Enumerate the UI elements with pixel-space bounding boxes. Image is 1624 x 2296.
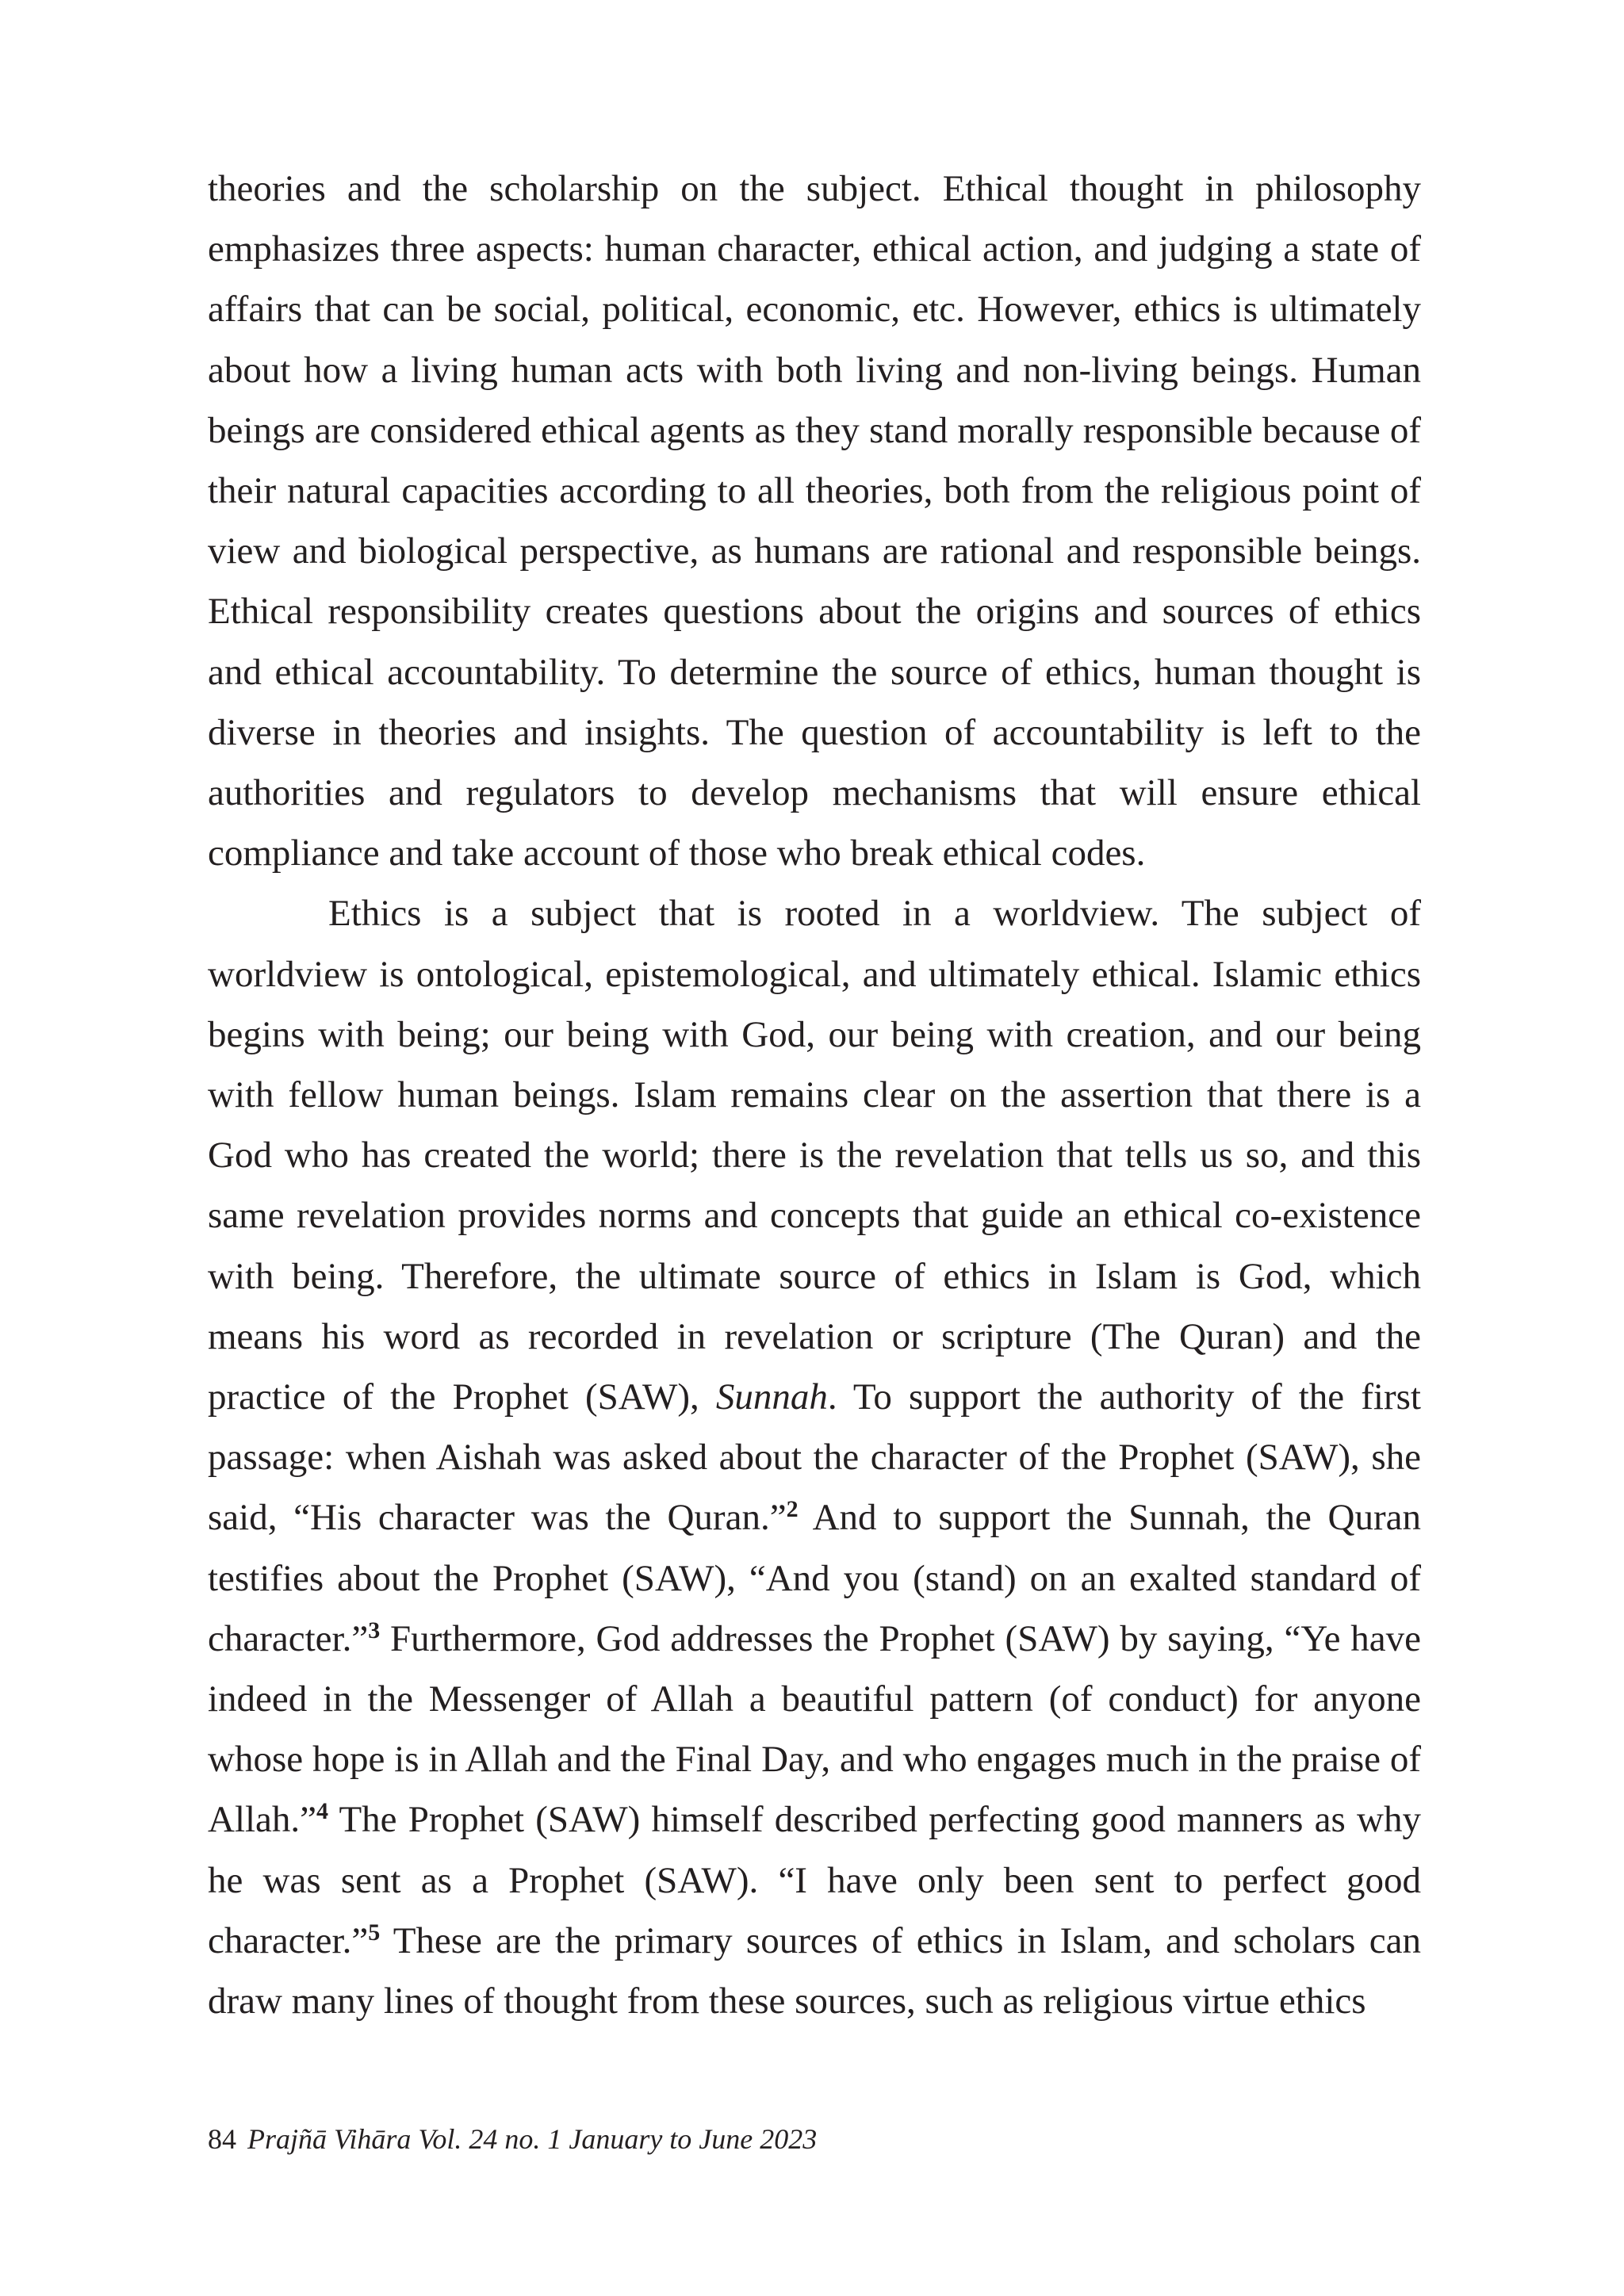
paragraph-2-part-4: Furthermore, God addresses the Prophet (SAW) by saying, “Ye have indeed in the Messenger of Allah a beautiful pattern (of conduct) for anyone whose hope is in Allah and the Final Day, and who engages much in the praise of Allah.” [208,1617,1421,1841]
footnote-ref-2: 2 [786,1496,799,1523]
paragraph-2-part-1: Ethics is a subject that is rooted in a worldview. The subject of worldview is ontological, epistemological, and ultimately ethical. Islamic ethics begins with being; our being with God, our being with creation, and our being with fellow human beings. Islam remains clear on the assertion that there is a God who has created the world; there is the revelation that tells us so, and this same revelation provides norms and concepts that guide an ethical co-existence with being. Therefore, the ultimate source of ethics in Islam is God, which means his word as recorded in revelation or scripture (The Quran) and the practice of the Prophet (SAW), [208,893,1421,1418]
page-number: 84 [208,2123,236,2155]
paragraph-1: theories and the scholarship on the subject. Ethical thought in philosophy emphasizes three aspects: human character, ethical action, and judging a state of affairs that can be social, political, economic, etc. However, ethics is ultimately about how a living human acts with both living and non-living beings. Human beings are considered ethical agents as they stand morally responsible because of their natural capacities according to all theories, both from the religious point of view and biological perspective, as humans are rational and responsible beings. Ethical responsibility creates questions about the origins and sources of ethics and ethical accountability. To determine the source of ethics, human thought is diverse in theories and insights. The question of accountability is left to the authorities and regulators to develop mechanisms that will ensure ethical compliance and take account of those who break ethical codes. [208,168,1421,874]
paragraph-2-part-2: . To support the authority of the first passage: when Aishah was asked about the character of the Prophet (SAW), she said, “His character was the Quran.” [208,1376,1421,1539]
page-footer [208,2122,817,2156]
footnote-ref-3: 3 [368,1617,381,1644]
footnote-ref-4: 4 [316,1798,329,1825]
footnote-ref-5: 5 [368,1919,381,1946]
paragraph-2-part-6: These are the primary sources of ethics in Islam, and scholars can draw many lines of thought from these sources, such as religious virtue ethics [208,1919,1421,2022]
journal-citation: Prajñā Vihāra Vol. 24 no. 1 January to June 2023 [247,2123,818,2155]
body-text [208,159,1421,2031]
paragraph-2-part-3: And to support the Sunnah, the Quran testifies about the Prophet (SAW), “And you (stand) on an exalted standard of character.” [208,1497,1421,1659]
paragraph-2 [208,883,1421,2031]
sunnah-term: Sunnah [715,1376,828,1418]
paragraph-2-part-5: The Prophet (SAW) himself described perfecting good manners as why he was sent as a Prophet (SAW). “I have only been sent to perfect good character.” [208,1799,1421,1961]
